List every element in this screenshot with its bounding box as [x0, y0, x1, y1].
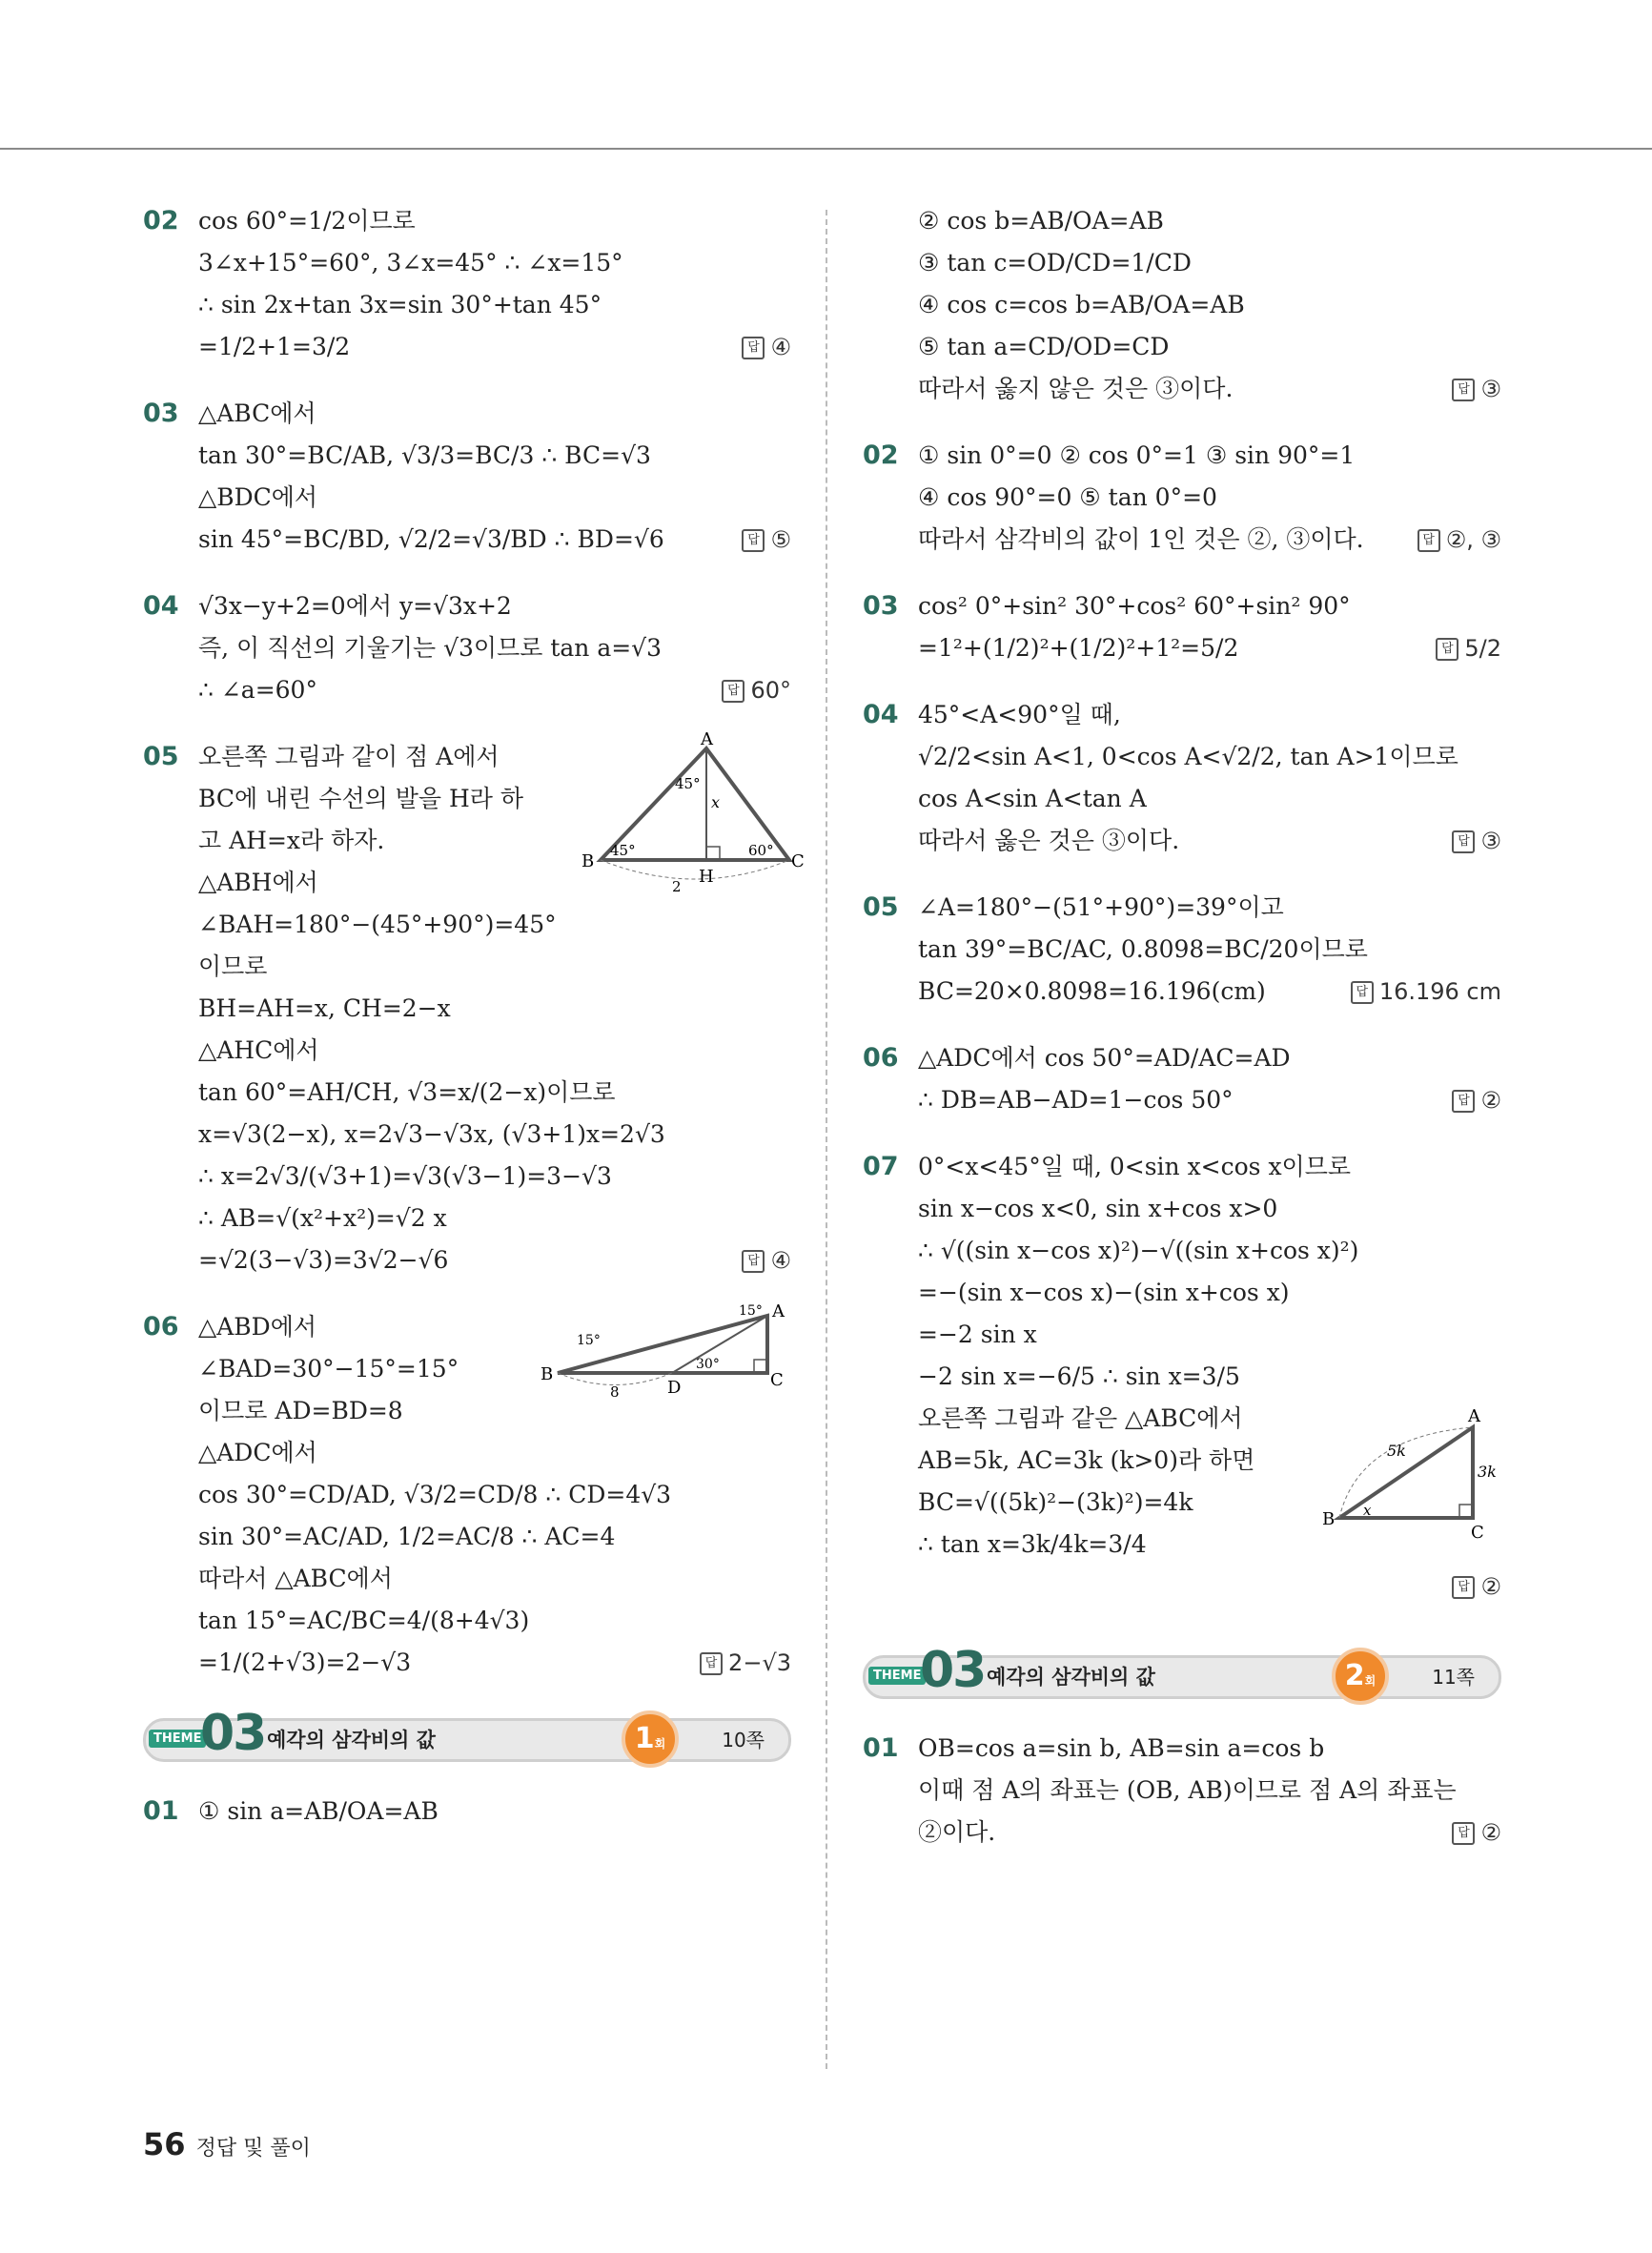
problem-number: 03 — [863, 591, 899, 621]
answer-value: 16.196 cm — [1378, 978, 1501, 1005]
vertex-a: A — [772, 1301, 785, 1321]
problem-06 — [143, 1301, 791, 1684]
solution-line: △ADC에서 cos 50°=AD/AC=AD — [918, 1044, 1291, 1072]
problem-number: 02 — [143, 206, 179, 236]
solution-line: 오른쪽 그림과 같은 △ABC에서 — [918, 1404, 1243, 1432]
problem-03 — [143, 393, 791, 561]
answer-icon: 답 — [1452, 379, 1475, 401]
vertex-b: B — [540, 1364, 554, 1384]
solution-line: ∠BAD=30°−15°=15° — [198, 1355, 459, 1383]
answer-value: ⑤ — [770, 526, 791, 553]
solution-text: =√2(3−√3)=3√2−√6 — [198, 1246, 449, 1274]
solution-line: ∴ sin 2x+tan 3x=sin 30°+tan 45° — [198, 291, 602, 318]
solution-line: −2 sin x=−6/5 ∴ sin x=3/5 — [918, 1362, 1240, 1390]
problem-04 — [863, 694, 1501, 862]
triangle-figure-05 — [572, 729, 805, 895]
solution-line: cos² 0°+sin² 30°+cos² 60°+sin² 90° — [918, 592, 1351, 620]
solution-line — [918, 368, 1501, 410]
solution-line: sin x−cos x<0, sin x+cos x>0 — [918, 1195, 1278, 1222]
solution-line: ④ cos 90°=0 ⑤ tan 0°=0 — [918, 483, 1217, 511]
vertex-b: B — [581, 851, 595, 871]
solution-text: =1/(2+√3)=2−√3 — [198, 1649, 412, 1676]
solution-line: △AHC에서 — [198, 1036, 319, 1064]
solution-text: sin 45°=BC/BD, √2/2=√3/BD ∴ BD=√6 — [198, 525, 664, 553]
solution-line: BH=AH=x, CH=2−x — [198, 994, 451, 1022]
problem-07 — [863, 1146, 1501, 1608]
solution-line: tan 39°=BC/AC, 0.8098=BC/20이므로 — [918, 935, 1368, 963]
solution-line: ∠A=180°−(51°+90°)=39°이고 — [918, 893, 1284, 921]
solution-line: ④ cos c=cos b=AB/OA=AB — [918, 291, 1245, 318]
solution-line: cos 60°=1/2이므로 — [198, 207, 416, 235]
vertex-d: D — [667, 1378, 682, 1398]
triangle-abc — [1339, 1427, 1473, 1518]
side-label-3k: 3k — [1478, 1463, 1497, 1481]
left-column — [143, 200, 805, 1857]
answer-icon: 답 — [1452, 830, 1475, 853]
page-number: 56 — [143, 2126, 186, 2162]
right-angle-mark — [1459, 1505, 1473, 1518]
solution-line: 따라서 △ABC에서 — [198, 1565, 393, 1592]
solution-line — [198, 669, 791, 711]
theme-banner-1 — [143, 1705, 791, 1766]
solution-line: ⑤ tan a=CD/OD=CD — [918, 333, 1170, 360]
theme-title: 예각의 삼각비의 값 — [987, 1666, 1155, 1689]
answer-value: ③ — [1480, 828, 1501, 854]
problem-number: 02 — [863, 440, 899, 470]
segment-ad — [672, 1316, 767, 1373]
problem-05 — [143, 729, 805, 1281]
solution-line — [198, 326, 791, 368]
triangle-figure-07 — [1320, 1408, 1501, 1542]
vertex-a: A — [701, 729, 713, 749]
solution-line — [918, 1079, 1501, 1121]
solution-line — [918, 820, 1501, 862]
solution-line — [918, 971, 1501, 1013]
length-arc — [601, 860, 789, 879]
answer-icon: 답 — [742, 1250, 765, 1273]
round-badge — [622, 1710, 679, 1768]
solution-line: ∴ √((sin x−cos x)²)−√((sin x+cos x)²) — [918, 1237, 1359, 1264]
solution-line: ∴ x=2√3/(√3+1)=√3(√3−1)=3−√3 — [198, 1162, 612, 1190]
header-rule — [0, 148, 1652, 150]
answer-icon: 답 — [1452, 1576, 1475, 1599]
solution-text: =1²+(1/2)²+(1/2)²+1²=5/2 — [918, 634, 1239, 662]
solution-line: √2/2<sin A<1, 0<cos A<√2/2, tan A>1이므로 — [918, 743, 1458, 770]
round-number: 2 — [1344, 1659, 1365, 1692]
round-number: 1 — [634, 1722, 655, 1755]
solution-text: ∴ DB=AB−AD=1−cos 50° — [918, 1086, 1234, 1114]
solution-line: 오른쪽 그림과 같이 점 A에서 — [198, 743, 500, 770]
solution-line: △BDC에서 — [198, 483, 318, 511]
solution-line: tan 30°=BC/AB, √3/3=BC/3 ∴ BC=√3 — [198, 441, 651, 469]
answer-icon: 답 — [742, 529, 765, 552]
theme-page-ref: 11쪽 — [1432, 1666, 1475, 1689]
problem-01 — [143, 1791, 791, 1833]
solution-line: 이므로 AD=BD=8 — [198, 1397, 403, 1424]
problem-02 — [143, 200, 791, 368]
answer — [1452, 820, 1501, 862]
answer — [1436, 627, 1501, 669]
answer — [742, 1239, 791, 1281]
theme-tag: THEME — [868, 1667, 926, 1685]
problem-03 — [863, 585, 1501, 669]
answer-icon: 답 — [700, 1652, 723, 1675]
answer-value: ② — [1480, 1087, 1501, 1114]
vertex-b: B — [1322, 1509, 1336, 1529]
angle-label: 45° — [675, 775, 701, 792]
problem-number: 01 — [863, 1733, 899, 1763]
answer-icon: 답 — [1452, 1090, 1475, 1113]
answer — [1452, 1079, 1501, 1121]
problem-06 — [863, 1037, 1501, 1121]
problem-01 — [863, 1728, 1501, 1854]
vertex-h: H — [699, 867, 714, 887]
answer-value: 60° — [750, 677, 791, 704]
column-divider — [826, 210, 827, 2069]
page-footer — [143, 2126, 311, 2162]
answer-value: ② — [1480, 1819, 1501, 1846]
problem-number: 07 — [863, 1152, 899, 1181]
solution-text: ②이다. — [918, 1818, 996, 1846]
solution-line: AB=5k, AC=3k (k>0)라 하면 — [918, 1446, 1255, 1474]
solution-line: √3x−y+2=0에서 y=√3x+2 — [198, 592, 512, 620]
triangle-figure-06 — [539, 1301, 786, 1416]
answer — [1452, 1566, 1501, 1608]
solution-line: cos A<sin A<tan A — [918, 785, 1147, 812]
answer-value: ④ — [770, 334, 791, 360]
round-badge — [1332, 1648, 1389, 1705]
problem-number: 04 — [863, 700, 899, 729]
solution-line: ② cos b=AB/OA=AB — [918, 207, 1164, 235]
solution-line: =−2 sin x — [918, 1321, 1037, 1348]
theme-page-ref: 10쪽 — [722, 1729, 765, 1751]
solution-line: △ABH에서 — [198, 869, 318, 896]
solution-line: 45°<A<90°일 때, — [918, 701, 1121, 728]
answer-icon: 답 — [1452, 1822, 1475, 1845]
angle-label: 30° — [696, 1357, 720, 1372]
theme-title: 예각의 삼각비의 값 — [267, 1729, 436, 1751]
answer — [742, 519, 791, 561]
solution-line — [918, 1812, 1501, 1854]
solution-line: ③ tan c=OD/CD=1/CD — [918, 249, 1192, 277]
answer-icon: 답 — [742, 337, 765, 359]
solution-line — [918, 519, 1501, 561]
solution-line: BC=√((5k)²−(3k)²)=4k — [918, 1488, 1193, 1516]
side-label-2: 2 — [672, 878, 682, 895]
problem-05 — [863, 887, 1501, 1013]
solution-line: ∴ tan x=3k/4k=3/4 — [918, 1530, 1147, 1558]
right-angle-mark — [754, 1360, 767, 1373]
side-label-x: x — [711, 793, 721, 811]
side-label-8: 8 — [610, 1383, 620, 1401]
answer — [1452, 368, 1501, 410]
problem-number: 06 — [143, 1312, 179, 1342]
solution-text: =1/2+1=3/2 — [198, 333, 351, 360]
theme-tag: THEME — [149, 1730, 206, 1748]
solution-text: BC=20×0.8098=16.196(cm) — [918, 977, 1266, 1005]
answer — [722, 669, 791, 711]
problem-number: 03 — [143, 399, 179, 428]
answer-value: 5/2 — [1464, 635, 1501, 662]
answer-value: ④ — [770, 1247, 791, 1274]
problem-number: 04 — [143, 591, 179, 621]
solution-line — [198, 1239, 791, 1281]
solution-line: BC에 내린 수선의 발을 H라 하 — [198, 785, 524, 812]
solution-line — [918, 1566, 1501, 1608]
answer-value: ③ — [1480, 376, 1501, 402]
round-suffix: 회 — [1364, 1674, 1377, 1688]
answer-value: ②, ③ — [1445, 526, 1501, 553]
problem-number: 01 — [143, 1796, 179, 1826]
solution-line: x=√3(2−x), x=2√3−√3x, (√3+1)x=2√3 — [198, 1120, 665, 1148]
angle-label: 15° — [739, 1303, 763, 1319]
right-column — [863, 200, 1501, 1878]
theme-number: 03 — [200, 1705, 266, 1762]
answer — [1351, 971, 1501, 1013]
answer — [1417, 519, 1501, 561]
vertex-a: A — [1468, 1406, 1480, 1426]
angle-label: 15° — [577, 1333, 601, 1348]
solution-line: 이므로 — [198, 952, 268, 980]
answer-icon: 답 — [1417, 529, 1440, 552]
angle-label: 45° — [610, 842, 636, 859]
solution-line: 고 AH=x라 하자. — [198, 827, 385, 854]
solution-line: ① sin 0°=0 ② cos 0°=1 ③ sin 90°=1 — [918, 441, 1356, 469]
solution-line: ∴ AB=√(x²+x²)=√2 x — [198, 1204, 447, 1232]
solution-line: OB=cos a=sin b, AB=sin a=cos b — [918, 1734, 1325, 1762]
solution-line: =−(sin x−cos x)−(sin x+cos x) — [918, 1279, 1290, 1306]
right-angle-mark — [706, 847, 720, 860]
solution-line — [918, 627, 1501, 669]
problem-number: 05 — [143, 742, 179, 771]
side-label-5k: 5k — [1387, 1442, 1406, 1460]
solution-line: ∠BAH=180°−(45°+90°)=45° — [198, 911, 557, 938]
answer-value: ② — [1480, 1573, 1501, 1600]
solution-line: △ABC에서 — [198, 399, 316, 427]
solution-line: tan 15°=AC/BC=4/(8+4√3) — [198, 1607, 530, 1634]
problem-number: 06 — [863, 1043, 899, 1073]
problem-01-continued — [863, 200, 1501, 410]
answer — [1452, 1812, 1501, 1854]
answer-icon: 답 — [722, 680, 744, 703]
answer — [742, 326, 791, 368]
solution-line: sin 30°=AC/AD, 1/2=AC/8 ∴ AC=4 — [198, 1523, 616, 1550]
vertex-c: C — [791, 851, 805, 871]
solution-line: 0°<x<45°일 때, 0<sin x<cos x이므로 — [918, 1153, 1352, 1180]
theme-banner-2 — [863, 1642, 1501, 1703]
solution-line: tan 60°=AH/CH, √3=x/(2−x)이므로 — [198, 1078, 616, 1106]
round-suffix: 회 — [654, 1737, 666, 1751]
angle-label: 60° — [748, 842, 774, 859]
solution-line: △ABD에서 — [198, 1313, 316, 1341]
solution-text: 따라서 옳은 것은 ③이다. — [918, 827, 1180, 854]
solution-line: 즉, 이 직선의 기울기는 √3이므로 tan a=√3 — [198, 634, 663, 662]
answer-icon: 답 — [1351, 981, 1374, 1004]
answer-value: 2−√3 — [728, 1649, 791, 1676]
angle-label-x: x — [1363, 1502, 1372, 1519]
problem-02 — [863, 435, 1501, 561]
answer-icon: 답 — [1436, 638, 1458, 661]
solution-text: ∴ ∠a=60° — [198, 676, 317, 704]
solution-line: ① sin a=AB/OA=AB — [198, 1797, 438, 1825]
answer — [700, 1642, 791, 1684]
solution-line: 이때 점 A의 좌표는 (OB, AB)이므로 점 A의 좌표는 — [918, 1776, 1457, 1804]
page-title: 정답 및 풀이 — [195, 2137, 311, 2161]
solution-line — [198, 519, 791, 561]
solution-line: cos 30°=CD/AD, √3/2=CD/8 ∴ CD=4√3 — [198, 1481, 672, 1508]
solution-line — [198, 1642, 791, 1684]
solution-line: 3∠x+15°=60°, 3∠x=45° ∴ ∠x=15° — [198, 249, 623, 277]
theme-number: 03 — [920, 1642, 986, 1699]
solution-text: 따라서 삼각비의 값이 1인 것은 ②, ③이다. — [918, 525, 1364, 553]
vertex-c: C — [770, 1370, 784, 1390]
vertex-c: C — [1471, 1523, 1484, 1543]
problem-number: 05 — [863, 892, 899, 922]
problem-04 — [143, 585, 791, 711]
solution-text: 따라서 옳지 않은 것은 ③이다. — [918, 375, 1234, 402]
solution-line: △ADC에서 — [198, 1439, 317, 1466]
